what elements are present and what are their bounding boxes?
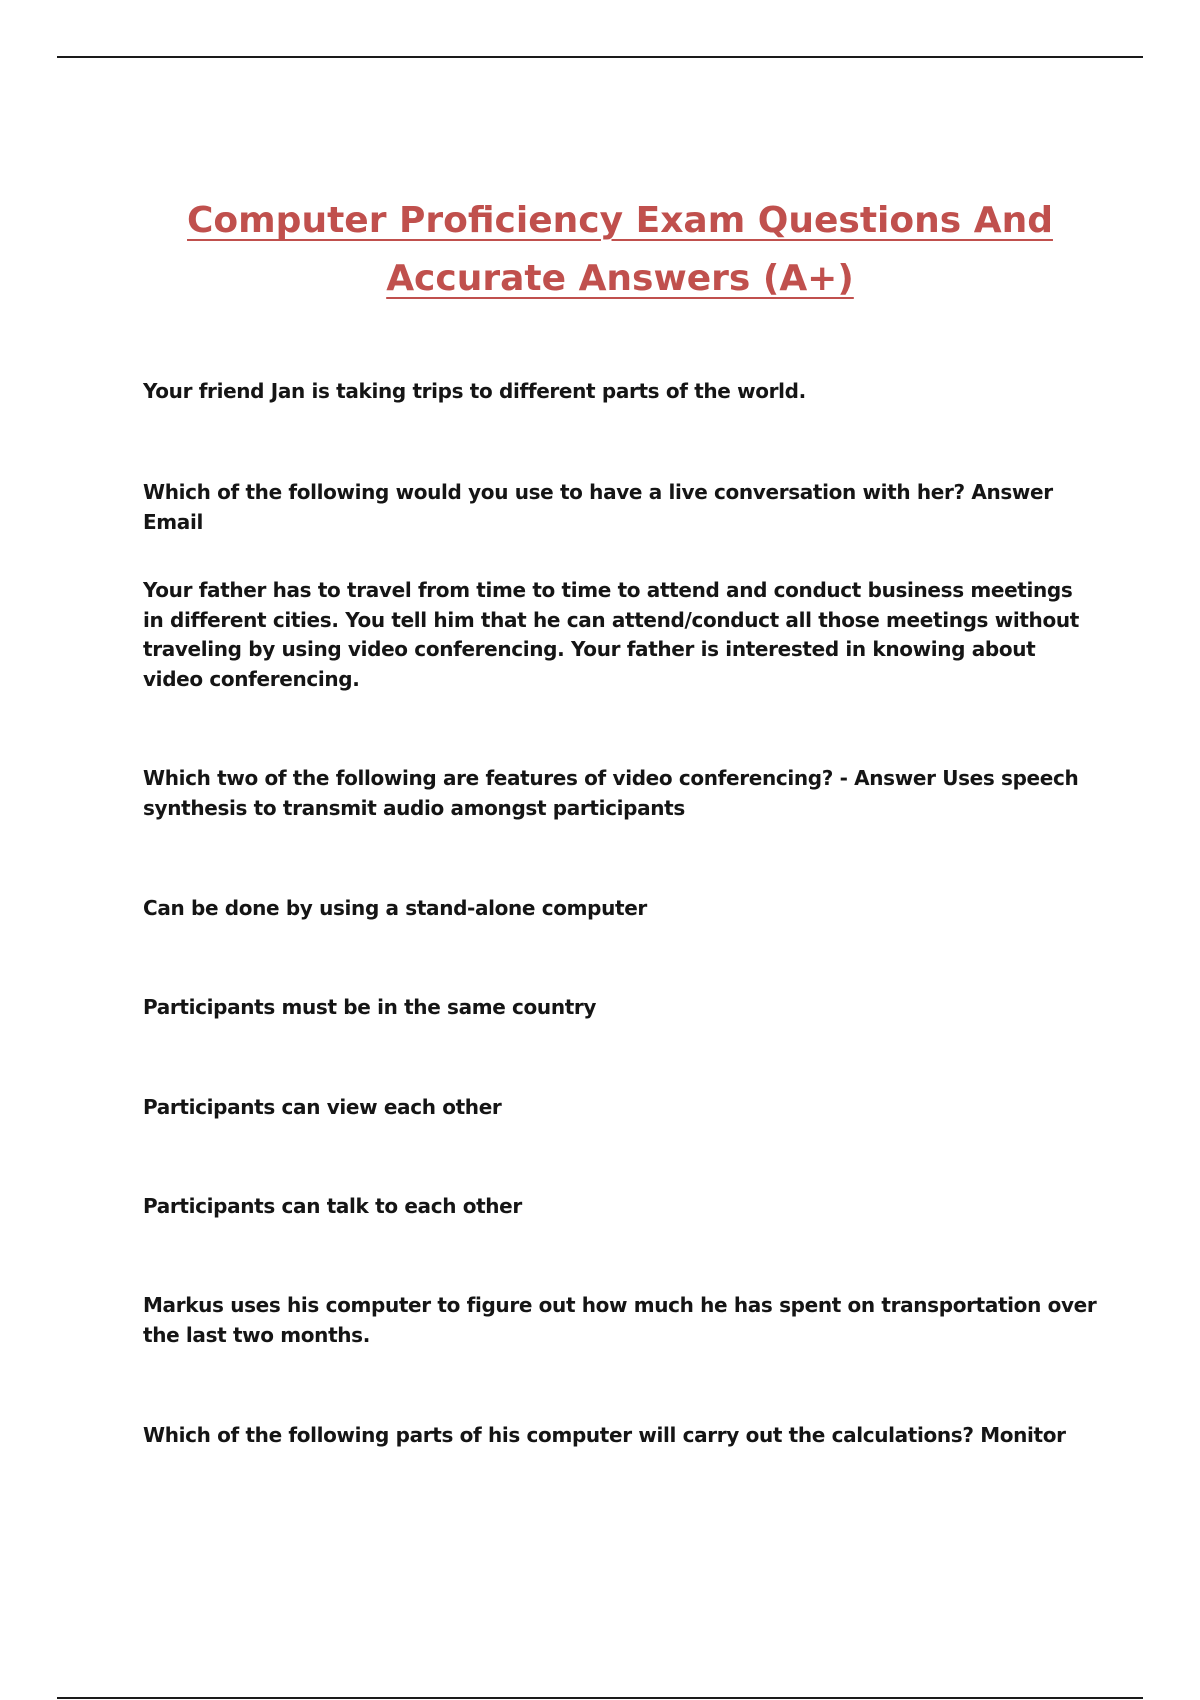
- document-title: [140, 192, 1100, 308]
- title-line-1: Computer Proficiency Exam Questions And: [187, 200, 1053, 241]
- option-stand-alone-computer: Can be done by using a stand-alone computer: [143, 896, 647, 920]
- title-line-2: Accurate Answers (A+): [386, 258, 854, 299]
- paragraph-video-conferencing-question: Which two of the following are features of video conferencing? - Answer Uses speech synthesis to transmit audio amongst participants: [143, 766, 1079, 820]
- paragraph-calculations-question: Which of the following parts of his computer will carry out the calculations? Monitor: [143, 1423, 1066, 1447]
- paragraph-video-conferencing-intro: Your father has to travel from time to time to attend and conduct business meetings in different cities. You tell him that he can attend/conduct all those meetings without traveling by using video conferencing. Your father is interested in knowing about video conferencing.: [143, 578, 1079, 691]
- paragraph-live-conversation-question: Which of the following would you use to have a live conversation with her? Answer Email: [143, 480, 1053, 534]
- paragraph-jan-trips: Your friend Jan is taking trips to different parts of the world.: [143, 379, 806, 403]
- top-rule: [57, 56, 1143, 58]
- bottom-rule: [57, 1697, 1143, 1699]
- paragraph-markus-transportation: Markus uses his computer to figure out how much he has spent on transportation over the last two months.: [143, 1293, 1097, 1347]
- option-view-each-other: Participants can view each other: [143, 1095, 502, 1119]
- option-same-country: Participants must be in the same country: [143, 995, 597, 1019]
- option-talk-each-other: Participants can talk to each other: [143, 1194, 522, 1218]
